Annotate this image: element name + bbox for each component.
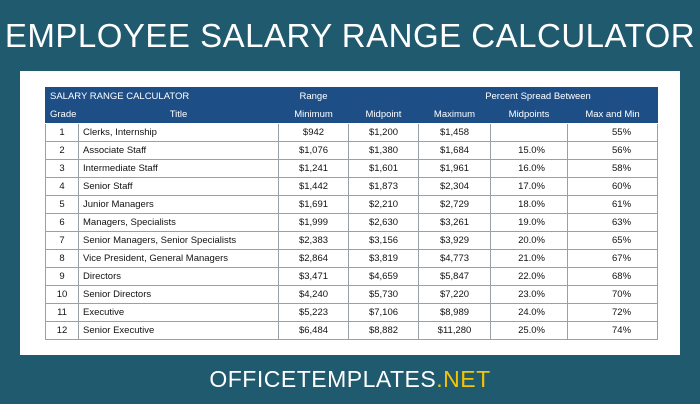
midpoints-spread-cell: 16.0%: [491, 160, 568, 178]
midpoints-spread-cell: 24.0%: [491, 304, 568, 322]
midpoints-spread-cell: 19.0%: [491, 214, 568, 232]
grade-cell: 8: [46, 250, 79, 268]
minimum-cell: $5,223: [279, 304, 349, 322]
table-row: [46, 304, 658, 322]
salary-range-table: [45, 87, 658, 340]
midpoint-cell: $8,882: [349, 322, 419, 340]
minimum-cell: $1,691: [279, 196, 349, 214]
midpoint-cell: $3,819: [349, 250, 419, 268]
title-cell: Managers, Specialists: [79, 214, 279, 232]
page-title: EMPLOYEE SALARY RANGE CALCULATOR: [4, 17, 696, 54]
max-min-spread-cell: 70%: [568, 286, 658, 304]
midpoints-spread-cell: 18.0%: [491, 196, 568, 214]
footer-brand[interactable]: [0, 362, 700, 396]
column-header-midpoints: Midpoints: [491, 106, 568, 124]
midpoint-cell: $2,630: [349, 214, 419, 232]
column-header-grade: Grade: [46, 106, 79, 124]
midpoint-cell: $5,730: [349, 286, 419, 304]
max-min-spread-cell: 67%: [568, 250, 658, 268]
title-cell: Senior Executive: [79, 322, 279, 340]
max-min-spread-cell: 65%: [568, 232, 658, 250]
max-min-spread-cell: 61%: [568, 196, 658, 214]
column-header-midpoint: Midpoint: [349, 106, 419, 124]
maximum-cell: $8,989: [419, 304, 491, 322]
table-row: [46, 160, 658, 178]
title-cell: Senior Managers, Senior Specialists: [79, 232, 279, 250]
midpoint-cell: $3,156: [349, 232, 419, 250]
column-header-minimum: Minimum: [279, 106, 349, 124]
grade-cell: 5: [46, 196, 79, 214]
column-header-maximum: Maximum: [419, 106, 491, 124]
footer-brand-name: OFFICETEMPLATES: [209, 366, 437, 392]
grade-cell: 9: [46, 268, 79, 286]
maximum-cell: $11,280: [419, 322, 491, 340]
maximum-cell: $1,458: [419, 124, 491, 142]
max-min-spread-cell: 60%: [568, 178, 658, 196]
max-min-spread-cell: 56%: [568, 142, 658, 160]
minimum-cell: $942: [279, 124, 349, 142]
column-header-max-min: Max and Min: [568, 106, 658, 124]
minimum-cell: $4,240: [279, 286, 349, 304]
column-header-row: [46, 106, 658, 124]
max-min-spread-cell: 63%: [568, 214, 658, 232]
table-row: [46, 322, 658, 340]
grade-cell: 11: [46, 304, 79, 322]
max-min-spread-cell: 58%: [568, 160, 658, 178]
midpoints-spread-cell: 23.0%: [491, 286, 568, 304]
maximum-cell: $1,684: [419, 142, 491, 160]
table-header-row: [46, 88, 658, 106]
maximum-cell: $5,847: [419, 268, 491, 286]
footer-brand-tld: .NET: [436, 366, 491, 392]
grade-cell: 7: [46, 232, 79, 250]
minimum-cell: $3,471: [279, 268, 349, 286]
table-row: [46, 286, 658, 304]
maximum-cell: $2,304: [419, 178, 491, 196]
table-row: [46, 268, 658, 286]
minimum-cell: $6,484: [279, 322, 349, 340]
table-row: [46, 232, 658, 250]
table-row: [46, 196, 658, 214]
minimum-cell: $1,442: [279, 178, 349, 196]
grade-cell: 4: [46, 178, 79, 196]
table-header-title: SALARY RANGE CALCULATOR: [46, 88, 279, 106]
title-cell: Executive: [79, 304, 279, 322]
max-min-spread-cell: 72%: [568, 304, 658, 322]
table-row: [46, 178, 658, 196]
table-row: [46, 250, 658, 268]
midpoints-spread-cell: 25.0%: [491, 322, 568, 340]
midpoints-spread-cell: 21.0%: [491, 250, 568, 268]
midpoint-cell: $2,210: [349, 196, 419, 214]
table-header-percent: Percent Spread Between: [419, 88, 658, 106]
midpoint-cell: $1,873: [349, 178, 419, 196]
midpoint-cell: $1,601: [349, 160, 419, 178]
title-cell: Directors: [79, 268, 279, 286]
midpoint-cell: $1,200: [349, 124, 419, 142]
maximum-cell: $3,929: [419, 232, 491, 250]
minimum-cell: $1,241: [279, 160, 349, 178]
table-row: [46, 214, 658, 232]
column-header-title: Title: [79, 106, 279, 124]
table-row: [46, 142, 658, 160]
midpoints-spread-cell: 22.0%: [491, 268, 568, 286]
grade-cell: 2: [46, 142, 79, 160]
maximum-cell: $4,773: [419, 250, 491, 268]
maximum-cell: $7,220: [419, 286, 491, 304]
grade-cell: 3: [46, 160, 79, 178]
midpoint-cell: $4,659: [349, 268, 419, 286]
table-row: [46, 124, 658, 142]
midpoints-spread-cell: 20.0%: [491, 232, 568, 250]
maximum-cell: $3,261: [419, 214, 491, 232]
midpoint-cell: $7,106: [349, 304, 419, 322]
max-min-spread-cell: 74%: [568, 322, 658, 340]
maximum-cell: $1,961: [419, 160, 491, 178]
grade-cell: 12: [46, 322, 79, 340]
minimum-cell: $1,076: [279, 142, 349, 160]
maximum-cell: $2,729: [419, 196, 491, 214]
midpoints-spread-cell: 15.0%: [491, 142, 568, 160]
title-cell: Junior Managers: [79, 196, 279, 214]
title-cell: Associate Staff: [79, 142, 279, 160]
minimum-cell: $2,383: [279, 232, 349, 250]
grade-cell: 10: [46, 286, 79, 304]
midpoints-spread-cell: [491, 124, 568, 142]
midpoints-spread-cell: 17.0%: [491, 178, 568, 196]
max-min-spread-cell: 68%: [568, 268, 658, 286]
title-cell: Senior Directors: [79, 286, 279, 304]
max-min-spread-cell: 55%: [568, 124, 658, 142]
minimum-cell: $1,999: [279, 214, 349, 232]
title-cell: Clerks, Internship: [79, 124, 279, 142]
table-panel: [20, 71, 680, 355]
grade-cell: 6: [46, 214, 79, 232]
grade-cell: 1: [46, 124, 79, 142]
title-cell: Senior Staff: [79, 178, 279, 196]
title-cell: Intermediate Staff: [79, 160, 279, 178]
minimum-cell: $2,864: [279, 250, 349, 268]
midpoint-cell: $1,380: [349, 142, 419, 160]
title-cell: Vice President, General Managers: [79, 250, 279, 268]
table-header-range: Range: [279, 88, 349, 106]
